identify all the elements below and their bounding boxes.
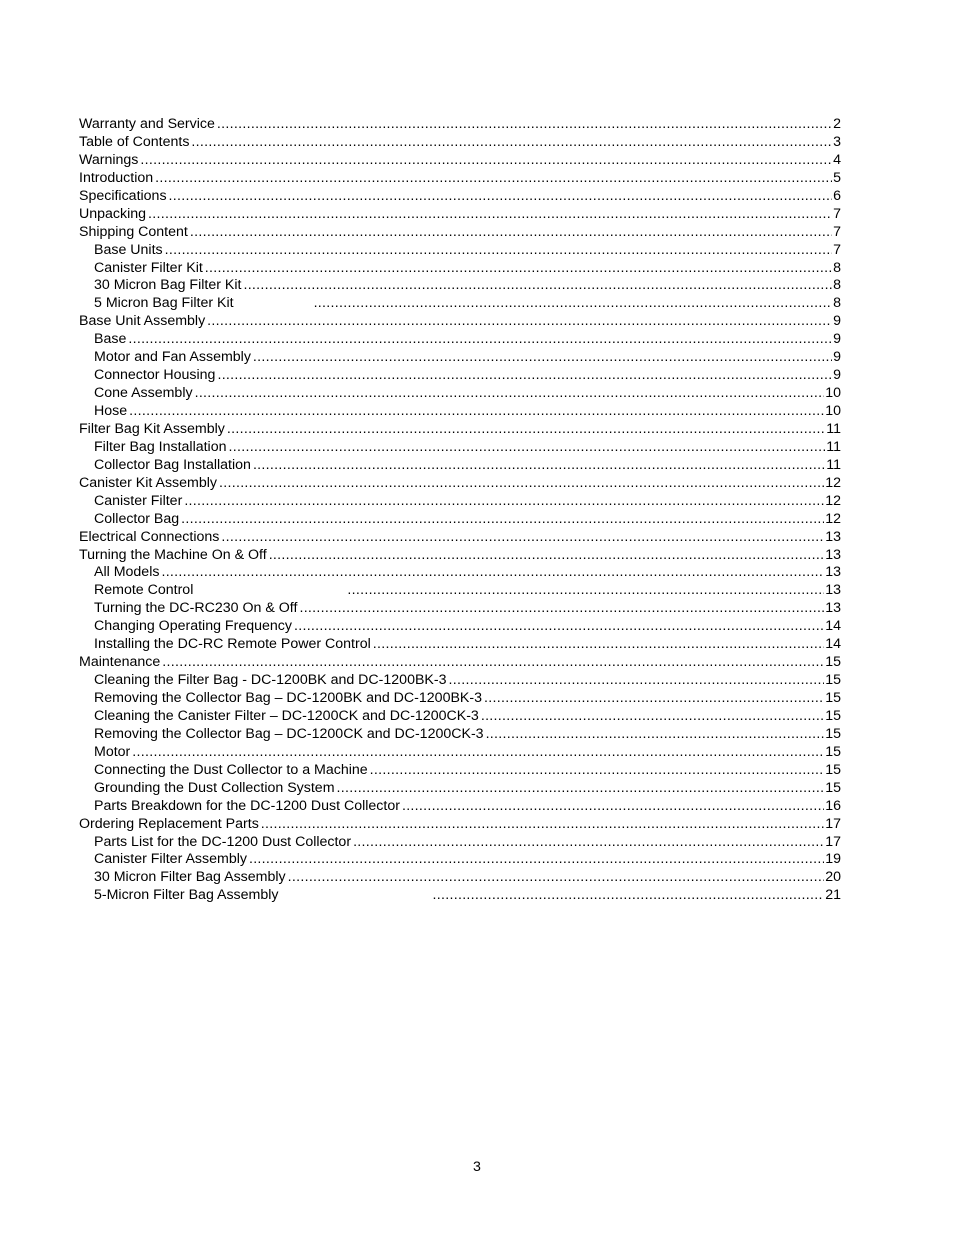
toc-entry-page: 13	[825, 564, 841, 581]
toc-entry-title: Shipping Content	[79, 223, 188, 240]
toc-entry[interactable]	[79, 726, 841, 744]
toc-entry-title: Remote Control	[94, 582, 194, 599]
toc-entry-page: 12	[825, 510, 841, 527]
toc-entry-page: 8	[833, 259, 841, 276]
toc-entry-title: Base	[94, 331, 127, 348]
toc-entry-title: Maintenance	[79, 654, 161, 671]
toc-entry[interactable]	[79, 762, 841, 780]
toc-entry-page: 13	[825, 528, 841, 545]
toc-entry-page: 10	[825, 385, 841, 402]
toc-entry[interactable]	[79, 475, 841, 493]
toc-entry-page: 21	[825, 887, 841, 904]
toc-entry-page: 7	[833, 205, 841, 222]
toc-dot-leader	[269, 547, 825, 565]
toc-entry-title: Motor	[94, 743, 131, 760]
toc-dot-leader	[294, 618, 824, 636]
toc-entry[interactable]	[79, 851, 841, 869]
toc-dot-leader	[433, 887, 825, 905]
toc-entry-title: Base Unit Assembly	[79, 313, 206, 330]
toc-entry-title: Canister Filter Kit	[94, 259, 203, 276]
toc-entry[interactable]	[79, 672, 841, 690]
toc-entry[interactable]	[79, 385, 841, 403]
toc-entry[interactable]	[79, 403, 841, 421]
toc-entry-page: 9	[833, 313, 841, 330]
toc-entry-page: 19	[825, 851, 841, 868]
toc-entry-title: 30 Micron Filter Bag Assembly	[94, 869, 286, 886]
toc-entry-title: Parts Breakdown for the DC-1200 Dust Collector	[94, 797, 400, 814]
toc-dot-leader	[484, 690, 824, 708]
toc-entry[interactable]	[79, 493, 841, 511]
toc-entry-page: 8	[833, 277, 841, 294]
toc-dot-leader	[228, 439, 825, 457]
toc-entry[interactable]	[79, 331, 841, 349]
toc-entry-page: 4	[833, 151, 841, 168]
toc-entry-title: Motor and Fan Assembly	[94, 349, 251, 366]
toc-entry-title: Collector Bag Installation	[94, 456, 251, 473]
toc-dot-leader	[128, 331, 832, 349]
toc-dot-leader	[169, 188, 833, 206]
toc-entry-page: 7	[833, 241, 841, 258]
toc-entry-page: 14	[825, 636, 841, 653]
toc-entry-title: Canister Filter Assembly	[94, 851, 247, 868]
toc-entry[interactable]	[79, 295, 841, 313]
toc-entry-page: 15	[825, 654, 841, 671]
toc-entry[interactable]	[79, 277, 841, 295]
table-of-contents	[79, 116, 841, 905]
toc-dot-leader	[402, 798, 824, 816]
toc-entry-page: 13	[825, 546, 841, 563]
toc-entry[interactable]	[79, 564, 841, 582]
toc-entry[interactable]	[79, 654, 841, 672]
toc-entry-page: 9	[833, 331, 841, 348]
toc-entry-title: Filter Bag Kit Assembly	[79, 420, 225, 437]
toc-entry-page: 15	[825, 743, 841, 760]
toc-entry-page: 3	[833, 133, 841, 150]
toc-entry-page: 15	[825, 761, 841, 778]
toc-dot-leader	[314, 295, 833, 313]
toc-entry-title: 30 Micron Bag Filter Kit	[94, 277, 242, 294]
toc-dot-leader	[191, 134, 832, 152]
toc-entry[interactable]	[79, 780, 841, 798]
toc-dot-leader	[219, 475, 824, 493]
toc-entry[interactable]	[79, 529, 841, 547]
toc-dot-leader	[227, 421, 825, 439]
toc-dot-leader	[486, 726, 825, 744]
toc-entry-page: 11	[826, 438, 841, 455]
toc-entry[interactable]	[79, 170, 841, 188]
toc-entry-page: 9	[833, 349, 841, 366]
toc-entry[interactable]	[79, 690, 841, 708]
toc-entry-title: Turning the DC-RC230 On & Off	[94, 600, 298, 617]
toc-dot-leader	[261, 816, 824, 834]
toc-entry-page: 5	[833, 169, 841, 186]
toc-entry-title: Turning the Machine On & Off	[79, 546, 267, 563]
toc-entry-page: 12	[825, 492, 841, 509]
toc-entry[interactable]	[79, 242, 841, 260]
toc-dot-leader	[221, 529, 824, 547]
toc-dot-leader	[132, 744, 824, 762]
toc-entry-page: 8	[833, 295, 841, 312]
toc-entry-title: Filter Bag Installation	[94, 438, 227, 455]
toc-dot-leader	[165, 242, 833, 260]
toc-entry-title: Ordering Replacement Parts	[79, 815, 259, 832]
toc-dot-leader	[155, 170, 832, 188]
toc-entry-page: 14	[825, 618, 841, 635]
toc-entry-page: 11	[826, 456, 841, 473]
toc-entry-title: Cleaning the Filter Bag - DC-1200BK and DC-1200BK-3	[94, 672, 447, 689]
toc-dot-leader	[299, 600, 824, 618]
toc-entry-page: 20	[825, 869, 841, 886]
toc-entry[interactable]	[79, 708, 841, 726]
toc-dot-leader	[288, 869, 825, 887]
toc-entry[interactable]	[79, 134, 841, 152]
toc-dot-leader	[243, 277, 832, 295]
toc-entry-title: 5 Micron Bag Filter Kit	[94, 295, 234, 312]
toc-dot-leader	[253, 457, 825, 475]
toc-dot-leader	[205, 260, 832, 278]
toc-dot-leader	[353, 834, 824, 852]
toc-entry-page: 17	[825, 815, 841, 832]
toc-entry-title: Canister Filter	[94, 492, 183, 509]
toc-entry-title: Collector Bag	[94, 510, 180, 527]
toc-entry-title: Connecting the Dust Collector to a Machine	[94, 761, 368, 778]
toc-entry-title: Removing the Collector Bag – DC-1200CK and DC-1200CK-3	[94, 725, 484, 742]
toc-dot-leader	[249, 851, 824, 869]
toc-dot-leader	[347, 582, 824, 600]
toc-entry-title: Introduction	[79, 169, 154, 186]
toc-entry[interactable]	[79, 869, 841, 887]
toc-entry[interactable]	[79, 582, 841, 600]
toc-dot-leader	[162, 654, 824, 672]
toc-entry-title: Installing the DC-RC Remote Power Control	[94, 636, 371, 653]
toc-entry-title: 5-Micron Filter Bag Assembly	[94, 887, 279, 904]
toc-entry-title: Hose	[94, 403, 128, 419]
toc-dot-leader	[449, 672, 825, 690]
toc-entry-title: All Models	[94, 564, 160, 581]
toc-entry[interactable]	[79, 887, 841, 905]
toc-entry-title: Connector Housing	[94, 367, 216, 384]
toc-entry-title: Cone Assembly	[94, 385, 193, 402]
toc-dot-leader	[253, 349, 832, 367]
toc-dot-leader	[190, 224, 832, 242]
toc-entry[interactable]	[79, 834, 841, 852]
toc-entry[interactable]	[79, 224, 841, 242]
toc-entry[interactable]	[79, 313, 841, 331]
toc-entry-page: 2	[833, 116, 841, 132]
page-number: 3	[473, 1159, 481, 1175]
toc-entry[interactable]	[79, 457, 841, 475]
toc-entry[interactable]	[79, 206, 841, 224]
toc-entry-title: Electrical Connections	[79, 528, 220, 545]
toc-entry-page: 15	[825, 690, 841, 706]
toc-dot-leader	[373, 636, 824, 654]
toc-entry[interactable]	[79, 798, 841, 816]
toc-dot-leader	[195, 385, 825, 403]
toc-dot-leader	[140, 152, 832, 170]
toc-entry-page: 12	[825, 474, 841, 491]
toc-entry-title: Grounding the Dust Collection System	[94, 779, 335, 796]
toc-entry-page: 6	[833, 187, 841, 204]
toc-entry-page: 15	[825, 779, 841, 796]
toc-entry-title: Parts List for the DC-1200 Dust Collector	[94, 833, 352, 850]
toc-entry-page: 15	[825, 725, 841, 742]
toc-dot-leader	[217, 116, 832, 134]
toc-entry-title: Removing the Collector Bag – DC-1200BK and DC-1200BK-3	[94, 690, 482, 706]
toc-entry-title: Cleaning the Canister Filter – DC-1200CK and DC-1200CK-3	[94, 707, 479, 724]
toc-entry[interactable]	[79, 349, 841, 367]
toc-dot-leader	[207, 313, 832, 331]
toc-entry-title: Canister Kit Assembly	[79, 474, 217, 491]
toc-entry[interactable]	[79, 618, 841, 636]
toc-entry[interactable]	[79, 421, 841, 439]
toc-entry-title: Warranty and Service	[79, 116, 215, 132]
toc-entry-title: Base Units	[94, 241, 163, 258]
toc-entry-page: 7	[833, 223, 841, 240]
toc-entry-page: 9	[833, 367, 841, 384]
toc-dot-leader	[129, 403, 824, 421]
toc-entry[interactable]	[79, 547, 841, 565]
toc-entry[interactable]	[79, 367, 841, 385]
toc-entry-page: 15	[825, 672, 841, 689]
toc-entry-title: Warnings	[79, 151, 139, 168]
toc-dot-leader	[217, 367, 832, 385]
toc-entry-title: Unpacking	[79, 205, 147, 222]
toc-entry-page: 16	[825, 797, 841, 814]
toc-dot-leader	[148, 206, 832, 224]
toc-entry[interactable]	[79, 260, 841, 278]
toc-entry[interactable]	[79, 511, 841, 529]
toc-entry-title: Specifications	[79, 187, 167, 204]
toc-dot-leader	[481, 708, 824, 726]
toc-entry[interactable]	[79, 188, 841, 206]
toc-entry[interactable]	[79, 600, 841, 618]
toc-entry-page: 15	[825, 707, 841, 724]
toc-entry-title: Changing Operating Frequency	[94, 618, 292, 635]
toc-entry-page: 13	[825, 582, 841, 599]
toc-entry[interactable]	[79, 744, 841, 762]
toc-entry-page: 17	[825, 833, 841, 850]
toc-entry[interactable]	[79, 439, 841, 457]
toc-dot-leader	[370, 762, 825, 780]
toc-dot-leader	[184, 493, 824, 511]
toc-entry[interactable]	[79, 816, 841, 834]
toc-entry-page: 10	[825, 403, 841, 419]
toc-dot-leader	[161, 564, 824, 582]
toc-entry-title: Table of Contents	[79, 133, 190, 150]
toc-dot-leader	[337, 780, 825, 798]
toc-dot-leader	[181, 511, 824, 529]
toc-entry[interactable]	[79, 116, 841, 134]
toc-entry-page: 13	[825, 600, 841, 617]
toc-entry[interactable]	[79, 152, 841, 170]
toc-entry[interactable]	[79, 636, 841, 654]
toc-entry-page: 11	[826, 420, 841, 437]
